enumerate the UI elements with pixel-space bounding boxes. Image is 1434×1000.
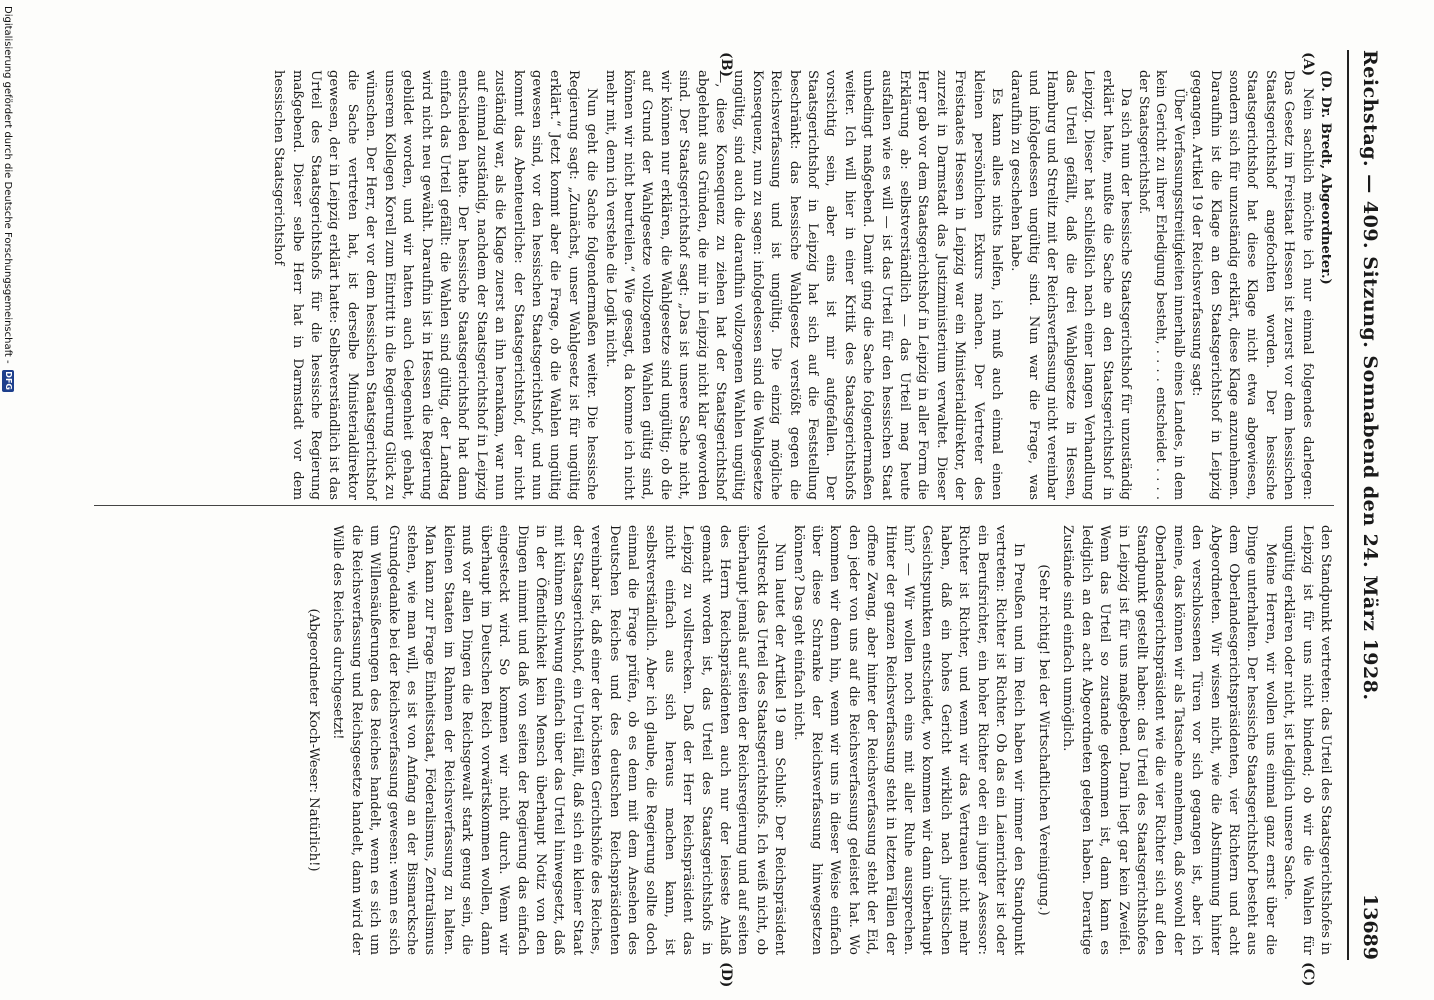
page-number: 13689 bbox=[1359, 893, 1381, 960]
paragraph: In Preußen und im Reich haben wir immer den Standpunkt vertreten: Richter ist Richter. Ob das ein Laienrichter ist oder ein Berufsrichter, ein hoher Richter oder ein junger Assessor: Richter ist Richter, und wenn wir das Vertrauen nicht mehr haben, daß ein hohes Gericht wirklich nach juristischen Gesichtspunkten entscheidet, wo kommen wir dann überhaupt hin? — Wir wollen noch eins mit aller Ruhe aussprechen. Hinter der ganzen Reichsverfassung steht in letzten Fällen der offene Zwang, aber hinter der Reichsverfassung steht der Eid, den jeder von uns auf die Reichsverfassung geleistet hat. Wo kommen wir denn hin, wenn wir uns in dieser Weise einfach über diese Schranke der Reichsverfassung hinwegsetzen können? Das geht einfach nicht. bbox=[790, 525, 1027, 955]
paragraph: Nun geht die Sache folgendermaßen weiter. Die hessische Regierung sagt: „Zunächst, unser Wahlgesetz ist für ungültig erklärt.“ Jetzt kommt aber die Frage, ob die Wahlen ungültig gewesen sind, vor den hessischen Staatsgerichtshof, und nun kommt das Abenteuerliche: der Staatsgerichtshof, der nicht zuständig war, als die Klage zuerst an ihn herankam, war nun auf einmal zuständig, nachdem der Staatsgerichtshof in Leipzig entschieden hatte. Der hessische Staatsgerichtshof hat dann einfach das Urteil gefällt: die Wahlen sind gültig, der Landtag wird nicht neu gewählt. Daraufhin ist in Hessen die Regierung gebildet worden, und wir hatten auch Gelegenheit gehabt, unserem Kollegen Korell zum Eintritt in die Regierung Glück zu wünschen. Der Herr, der vor dem hessischen Staatsgerichtshof die Sache vertreten hat, ist derselbe Ministerialdirektor gewesen, der in Leipzig erklärt hatte: Selbstverständlich ist das Urteil des Staatsgerichtshofs für die hessische Regierung maßgebend. Dieser selbe Herr hat in Darmstadt vor dem hessischen Staatsgerichtshof bbox=[271, 70, 600, 500]
paragraph: Meine Herren, wir wollen uns einmal ganz ernst über die Dinge unterhalten. Der hessische Staatsgerichtshof besteht aus dem Oberlandesgerichtspräsidenten, vier Richtern und acht Abgeordneten. Wir wissen nicht, wie die Abstimmung hinter den verschlossenen Türen vor sich gegangen ist, aber ich meine, das können wir als Tatsache annehmen, daß sowohl der Oberlandesgerichtspräsident wie die vier Richter sich auf den Standpunkt gestellt haben: das Urteil des Staatsgerichtshofes in Leipzig ist für uns maßgebend. Darin liegt gar kein Zweifel. Wenn das Urteil so zustande gekommen ist, dann kann es lediglich an den acht Abgeordneten gelegen haben. Derartige Zustände sind einfach unmöglich. bbox=[1060, 525, 1278, 955]
audience-reaction: (Abgeordneter Koch-Weser: Natürlich!) bbox=[306, 608, 322, 872]
digitization-credit bbox=[0, 0, 16, 1000]
quote-block: Über Verfassungsstreitigkeiten innerhalb eines Landes, in dem kein Gericht zu ihrer Erledigung besteht, . . . . entscheidet . . . . der Staatsgerichtshof. bbox=[1135, 70, 1186, 500]
margin-marker-b: (B) bbox=[718, 52, 734, 78]
column-divider bbox=[94, 505, 1334, 506]
paragraph: Nun lautet der Artikel 19 am Schluß: Der Reichspräsident vollstreckt das Urteil des Staatsgerichtshofs. Ich weiß nicht, ob überhaupt jemals auf seiten der Reichsregierung und auf seiten des Herrn Reichspräsidenten auch nur der leiseste Anlaß gemacht worden ist, das Urteil des Staatsgerichtshofs in Leipzig zu vollstrecken. Daß der Herr Reichspräsident das nicht einfach aus sich heraus machen kann, ist selbstverständlich. Aber ich glaube, die Regierung sollte doch einmal die Frage prüfen, ob es denn mit dem Ansehen des Deutschen Reiches und des deutschen Reichspräsidenten vereinbar ist, daß einer der höchsten Gerichtshöfe des Reiches, der Staatsgerichtshof, ein Urteil fällt, daß sich ein kleiner Staat mit kühnem Schwung einfach über das Urteil hinwegsetzt, daß in der Öffentlichkeit kein Mensch überhaupt Notiz von den Dingen nimmt und daß von seiten der Regierung das einfach eingesteckt wird. So kommen wir nicht durch. Wenn wir überhaupt im Deutschen Reich vorwärtskommen wollen, dann muß vor allen Dingen die Reichsgewalt stark genug sein, die kleinen Staaten im Rahmen der Reichsverfassung zu halten. Man kann zur Frage Einheitsstaat, Föderalismus, Zentralismus stehen, wie man will, es ist von Anfang an der Bismarcksche Grundgedanke bei der Reichsverfassung gewesen: wenn es sich um Willensäußerungen des Reiches handelt, wenn es sich um die Reichsverfassung und Reichsgesetze handelt, dann wird der Wille des Reiches durchgesetzt! bbox=[330, 525, 788, 955]
margin-marker-a: (A) bbox=[1300, 52, 1316, 77]
header-title: Reichstag. — 409. Sitzung. Sonnabend den 24. März 1928. bbox=[1359, 50, 1381, 701]
page-header bbox=[1347, 50, 1389, 960]
margin-marker-d: (D) bbox=[718, 962, 734, 988]
credit-text: Digitalisierung gefördert durch die Deutsche Forschungsgemeinschaft - bbox=[2, 6, 14, 364]
audience-reaction: (Sehr richtig! bei der Wirtschaftlichen Vereinigung.) bbox=[1035, 564, 1051, 916]
speaker-line: (D. Dr. Bredt, Abgeordneter.) bbox=[1318, 70, 1333, 285]
paragraph: Nein sachlich möchte ich nur einmal folgendes darlegen: Das Gesetz im Freistaat Hessen ist zuerst vor dem hessischen Staatsgerichtshof angefochten worden. Der hessische Staatsgerichtshof hat diese Klage nicht etwa abgewiesen, sondern sich für unzuständig erklärt, diese Klage anzunehmen. Daraufhin ist die Klage an den Staatsgerichtshof in Leipzig gegangen. Artikel 19 der Reichsverfassung sagt: bbox=[1189, 70, 1315, 500]
paragraph: Es kann alles nichts helfen, ich muß auch einmal einen kleinen persönlichen Exkurs machen. Der Vertreter des Freistaates Hessen in Leipzig war ein Ministerialdirektor, der zurzeit in Darmstadt das Justizministerium verwaltet. Dieser Herr gab vor dem Staatsgerichtshof in Leipzig in aller Form die Erklärung ab: selbstverständlich — das Urteil mag heute ausfallen wie es will — ist das Urteil für den hessischen Staat unbedingt maßgebend. Damit ging die Sache folgendermaßen weiter. Ich will hier in einer Kritik des Staatsgerichtshofs vorsichtig sein, aber eins ist mir aufgefallen. Der Staatsgerichtshof in Leipzig hat sich auf die Feststellung beschränkt: das hessische Wahlgesetz verstößt gegen die Reichsverfassung und ist ungültig. Die einzig mögliche Konsequenz, nun zu sagen: infolgedessen sind die Wahlgesetze ungültig, sind auch die daraufhin vollzogenen Wahlen ungültig —, diese Konsequenz zu ziehen hat der Staatsgerichtshof abgelehnt aus Gründen, die mir in Leipzig nicht klar geworden sind. Der Staatsgerichtshof sagt: „Das ist unsere Sache nicht, wir können nur erklären, die Wahlgesetze sind ungültig; ob die auf Grund der Wahlgesetze vollzogenen Wahlen gültig sind, können wir nicht beurteilen.“ Wie gesagt, da komme ich nicht mehr mit, denn ich verstehe die Logik nicht. bbox=[602, 70, 1005, 500]
dfg-logo-icon: DFG bbox=[4, 371, 13, 390]
paragraph: den Standpunkt vertreten: das Urteil des Staatsgerichtshofes in Leipzig ist für uns nicht bindend; ob wir die Wahlen für ungültig erklären oder nicht, ist lediglich unsere Sache. bbox=[1281, 525, 1333, 955]
paragraph: Da sich nun der hessische Staatsgerichtshof für unzuständig erklärt hatte, mußte die Sache an den Staatsgerichtshof in Leipzig. Dieser hat schließlich nach einer langen Verhandlung das Urteil gefällt, daß die drei Wahlgesetze in Hessen, Hamburg und Strelitz mit der Reichsverfassung nicht vereinbar und infolgedessen ungültig sind. Nun war die Frage, was daraufhin zu geschehen habe. bbox=[1007, 70, 1133, 500]
right-column bbox=[298, 525, 1334, 955]
left-column bbox=[269, 70, 1334, 500]
margin-marker-c: (C) bbox=[1300, 962, 1316, 987]
